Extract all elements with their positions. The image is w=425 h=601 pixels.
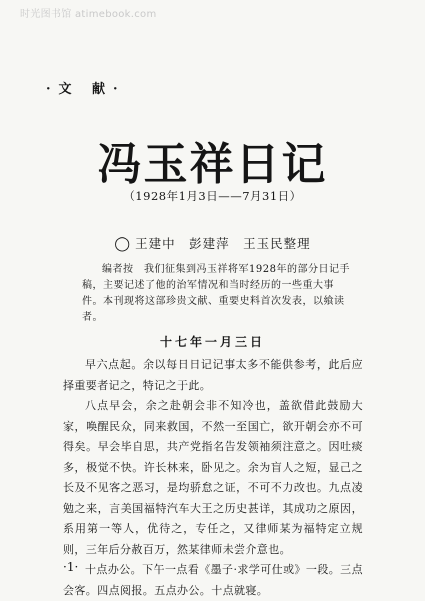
diary-date-heading: 十七年一月三日 [159, 335, 265, 349]
page-number: ·1· [63, 560, 79, 574]
diary-paragraph: 八点早会，余之赴朝会非不知冷也，盖欲借此鼓励大家，唤醒民众，同来救国，不然一至国亡，欲开朝会亦不可得矣。早会毕自思，共产党指名告发领袖须注意之。因吐痰多，极觉不快。许长林来，卧见之。余为盲人之短，显己之长及不见客之恶习，是均骄怠之证，不可不力改也。九点凌勉之来，言美国福特汽车大王之历史甚详，其成功之原因，系用第一等人，优待之，专任之，又律师某为福特定立规则，三年后分赦百万，然某律师未尝介意也。 [63, 399, 363, 556]
editors-line [0, 234, 425, 252]
date-range: （1928年1月3日——7月31日） [123, 189, 302, 203]
circle-icon: ◯ [114, 236, 132, 252]
page-title: 冯玉祥日记 [97, 139, 328, 190]
diary-body [63, 355, 363, 601]
editor-note: 编者按 我们征集到冯玉祥将军1928年的部分日记手稿，主要记述了他的治军情况和当时经历的一些重大事件。本刊现将这部珍贵文献、重要史料首次发表，以飨读者。 [82, 264, 350, 323]
section-tag: ·文 献· [46, 82, 126, 97]
watermark: 时光图书馆 atimebook.com [20, 9, 157, 20]
diary-paragraph: 早六点起。余以每日日记记事太多不能供参考，此后应择重要者记之，特记之于此。 [63, 358, 363, 392]
diary-paragraph: 十点办公。下午一点看《墨子·求学可仕或》一段。三点会客。四点阅报。五点办公。十点就寝。 [63, 563, 363, 597]
editor-names: 王建中 彭建萍 王玉民整理 [135, 236, 311, 251]
